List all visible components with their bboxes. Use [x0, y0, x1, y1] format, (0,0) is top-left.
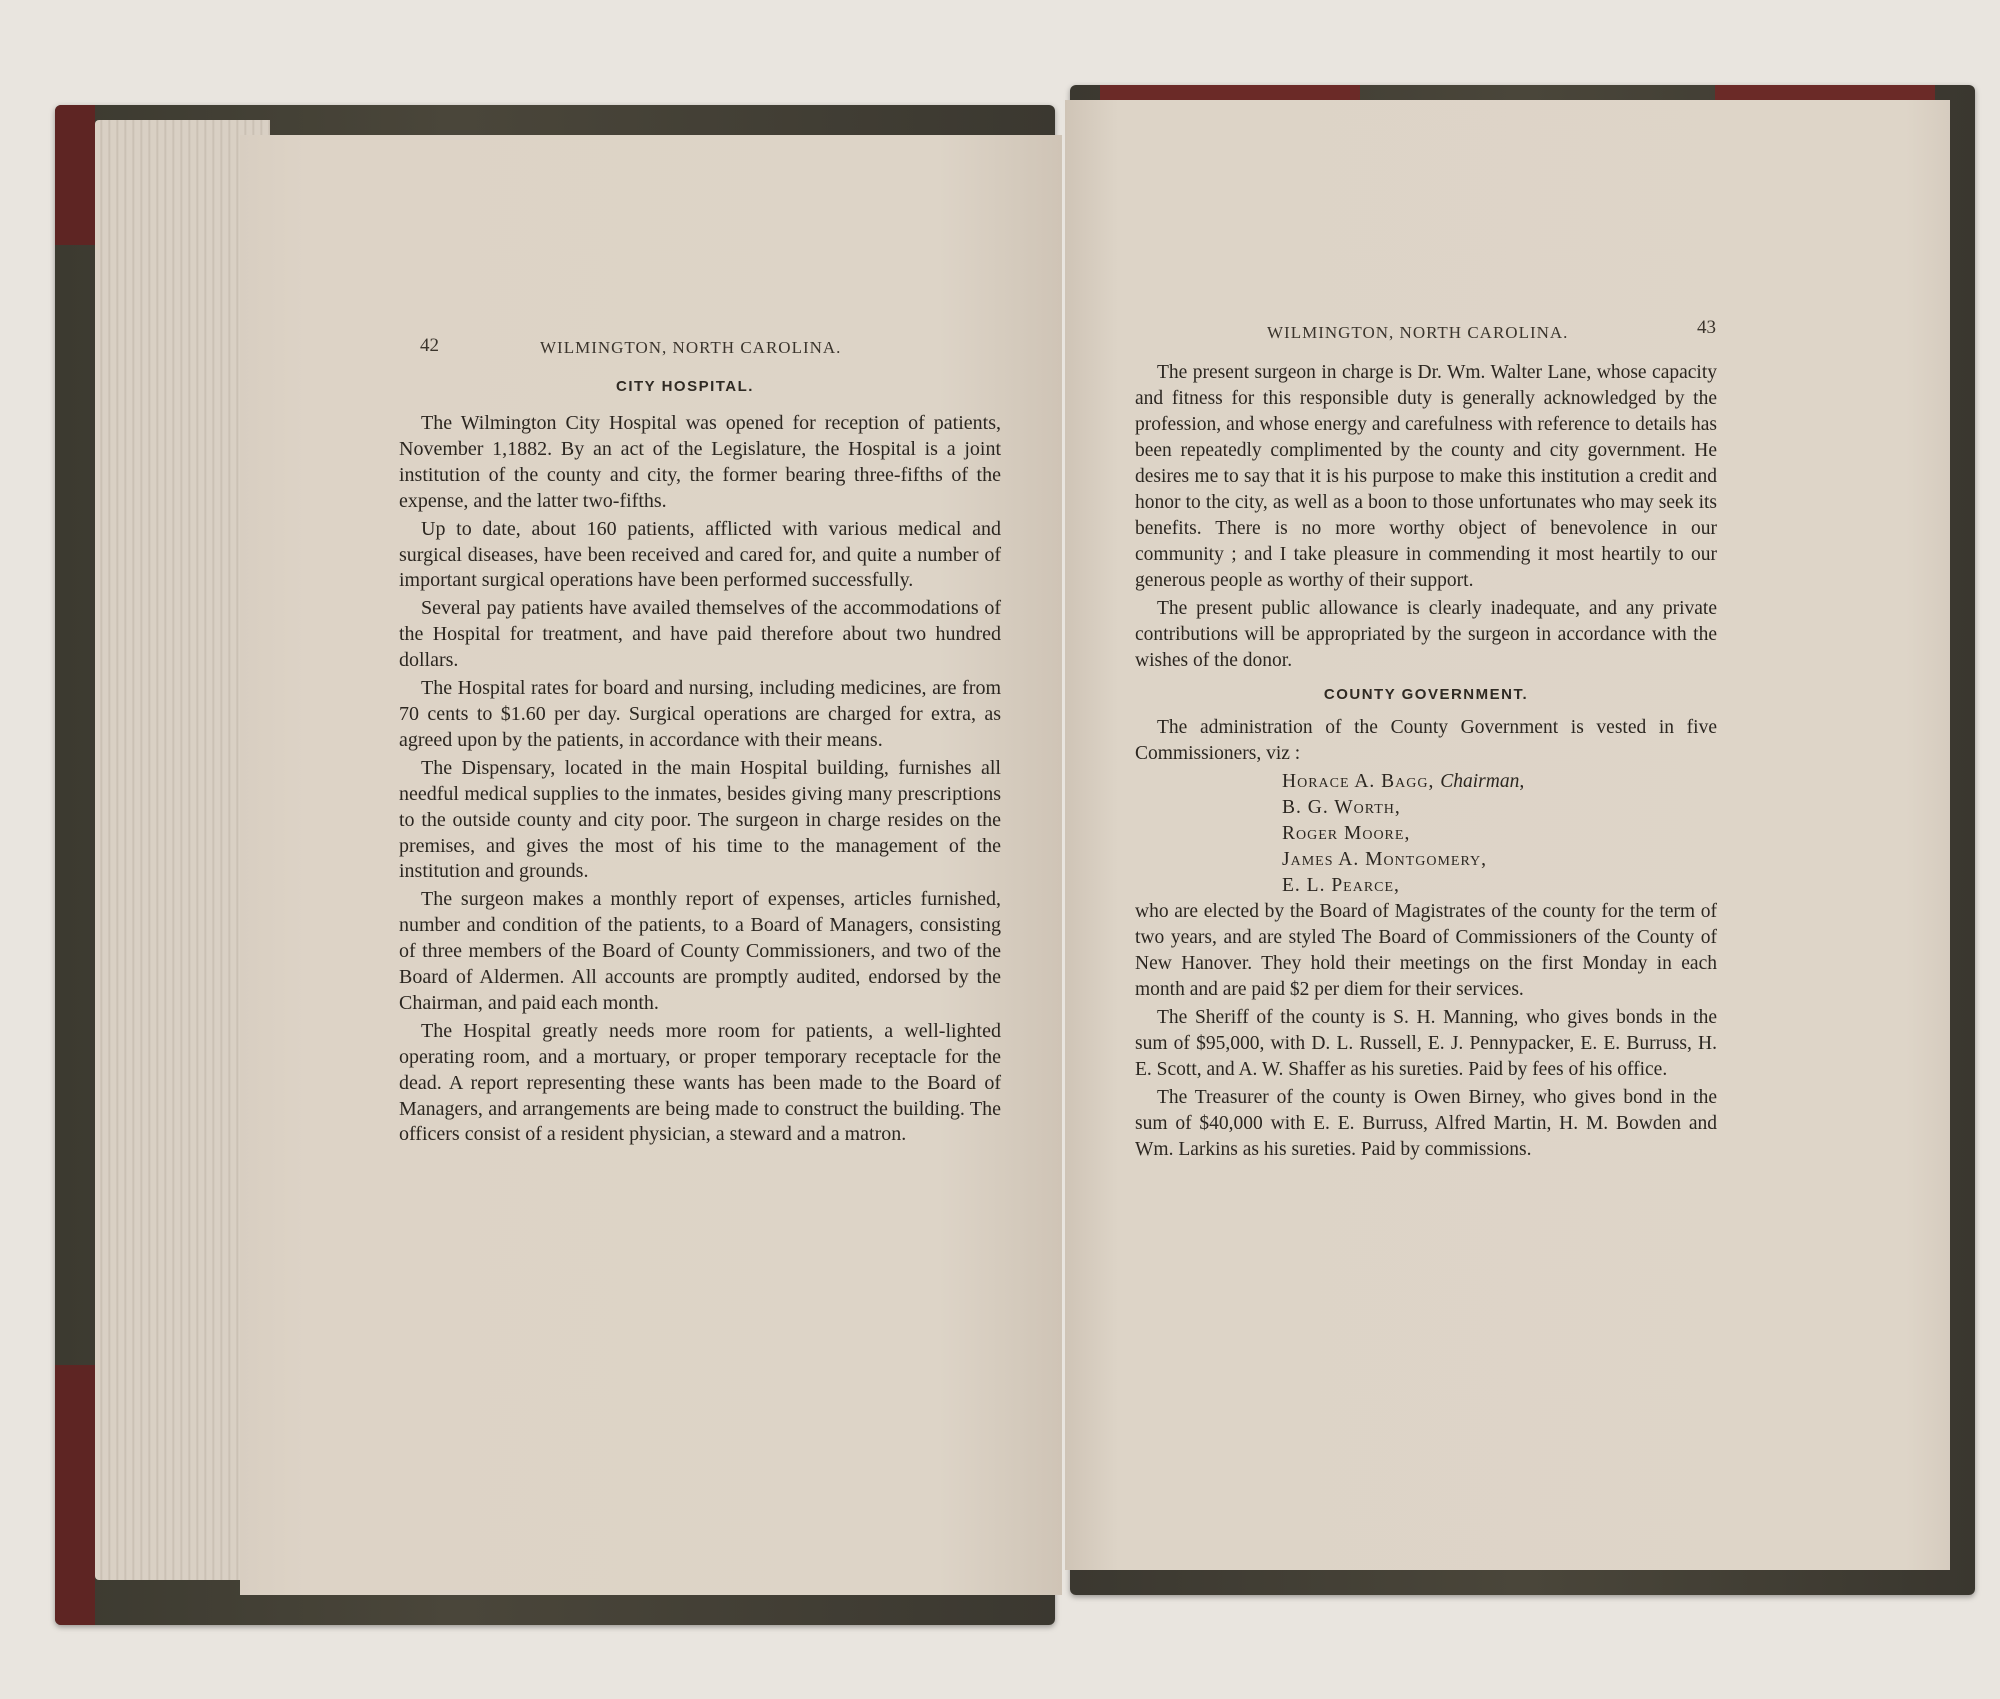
running-head: WILMINGTON, NORTH CAROLINA. [1267, 323, 1569, 342]
section-title: CITY HOSPITAL. [616, 378, 754, 395]
paragraph: The Hospital greatly needs more room for patients, a well-lighted operating room, and a mortuary, or proper temporary receptacle for the dead. A report representing these wants has been made to the Board of Managers, and arrangements are being made to construct the building. The officers consist of a resident physician, a steward and a matron. [399, 1019, 1001, 1146]
section-title: COUNTY GOVERNMENT. [1323, 686, 1529, 703]
cover-corner [55, 1365, 95, 1625]
commissioner-name-text: Horace A. Bagg, [1282, 771, 1435, 792]
commissioner-name: James A. Montgomery, [1282, 849, 1487, 870]
paragraph: The administration of the County Government is vested in five Commissioners, viz : [1135, 717, 1717, 764]
paragraph: The Dispensary, located in the main Hospital building, furnishes all needful medical supplies to the inmates, besides giving many prescriptions to the outside county and city poor. The surgeon in charge resides on the premises, and gives the most of his time to the management of the institution and grounds. [399, 756, 1001, 883]
commissioner-name: E. L. Pearce, [1282, 875, 1400, 896]
paragraph: The Sheriff of the county is S. H. Manning, who gives bonds in the sum of $95,000, with D. L. Russell, E. J. Pennypacker, E. E. Burruss, H. E. Scott, and A. W. Shaffer as his sureties. Paid by fees of his office. [1135, 1007, 1717, 1080]
paragraph: Up to date, about 160 patients, afflicted with various medical and surgical diseases, have been received and cared for, and quite a number of important surgical operations have been performed successfully. [399, 517, 1001, 592]
paragraph: Several pay patients have availed themselves of the accommodations of the Hospital for treatment, and have paid therefore about two hundred dollars. [399, 597, 1001, 672]
running-head: WILMINGTON, NORTH CAROLINA. [540, 338, 842, 357]
page-number: 43 [1697, 317, 1716, 338]
open-book [55, 95, 1955, 1625]
right-body [1135, 360, 1717, 1165]
commissioner-name: B. G. Worth, [1282, 797, 1401, 818]
page-number: 42 [420, 335, 439, 356]
commissioner-name: Roger Moore, [1282, 823, 1411, 844]
paragraph: The Treasurer of the county is Owen Birney, who gives bond in the sum of $40,000 with E. E. Burruss, Alfred Martin, H. M. Bowden and Wm. Larkins as his sureties. Paid by commissions. [1135, 1087, 1717, 1160]
commissioners-list [1282, 769, 1717, 899]
commissioner-name [1282, 769, 1717, 795]
paragraph: The surgeon makes a monthly report of expenses, articles furnished, number and condition of the patients, to a Board of Managers, consisting of three members of the Board of County Commissioners, and two of the Board of Aldermen. All accounts are promptly audited, endorsed by the Chairman, and paid each month. [399, 888, 1001, 1014]
paragraph: The Wilmington City Hospital was opened for reception of patients, November 1,1882. By an act of the Legislature, the Hospital is a joint institution of the county and city, the former bearing three-fifths of the expense, and the latter two-fifths. [399, 412, 1001, 512]
left-body [399, 411, 1001, 1150]
paragraph: The present surgeon in charge is Dr. Wm. Walter Lane, whose capacity and fitness for this responsible duty is generally acknowledged by the profession, and whose energy and carefulness with reference to details has been repeatedly complimented by the county and city government. He desires me to say that it is his purpose to make this institution a credit and honor to the city, as well as a boon to those unfortunates who may seek its benefits. There is no more worthy object of benevolence in our community ; and I take pleasure in commending it most heartily to our generous people as worthy of their support. [1135, 362, 1717, 591]
paragraph: The present public allowance is clearly inadequate, and any private contributions will be appropriated by the surgeon in accordance with the wishes of the donor. [1135, 598, 1717, 671]
commissioner-title: Chairman, [1440, 771, 1525, 792]
cover-corner [55, 105, 95, 245]
paragraph: who are elected by the Board of Magistrates of the county for the term of two years, and are styled The Board of Commissioners of the County of New Hanover. They hold their meetings on the first Monday in each month and are paid $2 per diem for their services. [1135, 901, 1717, 1000]
paragraph: The Hospital rates for board and nursing, including medicines, are from 70 cents to $1.60 per day. Surgical operations are charged for extra, as agreed upon by the patients, in accordance with their means. [399, 677, 1001, 751]
